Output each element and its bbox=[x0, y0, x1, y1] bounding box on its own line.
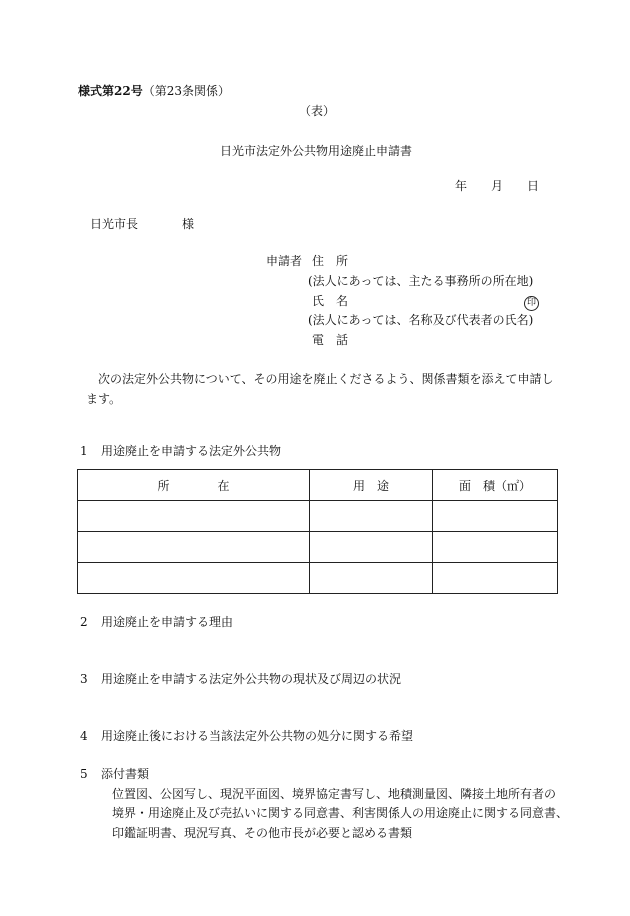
address-label: 住 所 bbox=[312, 254, 349, 268]
document-title: 日光市法定外公共物用途廃止申請書 bbox=[220, 144, 413, 158]
table-cell-area[interactable] bbox=[433, 501, 558, 532]
section-2-number: 2 bbox=[80, 615, 88, 629]
section-1-title: 用途廃止を申請する法定外公共物 bbox=[101, 444, 282, 458]
table-row bbox=[78, 563, 558, 594]
addressee: 日光市長 bbox=[90, 217, 139, 231]
table-cell-use[interactable] bbox=[310, 501, 433, 532]
body-text: 次の法定外公共物について、その用途を廃止くださるよう、関係書類を添えて申請します。 bbox=[86, 372, 554, 406]
section-3-title: 用途廃止を申請する法定外公共物の現状及び周辺の状況 bbox=[101, 672, 402, 686]
form-number: 様式第22号 bbox=[78, 84, 143, 98]
attachments-line-3: 印鑑証明書、現況写真、その他市長が必要と認める書類 bbox=[112, 826, 413, 840]
name-note: (法人にあっては、名称及び代表者の氏名) bbox=[308, 313, 534, 327]
table-cell-location[interactable] bbox=[78, 563, 310, 594]
seal-mark bbox=[524, 293, 539, 311]
table-row bbox=[78, 501, 558, 532]
table-cell-use[interactable] bbox=[310, 532, 433, 563]
date-line: 年 月 日 bbox=[455, 179, 540, 193]
phone-label: 電 話 bbox=[312, 333, 349, 347]
table-cell-location[interactable] bbox=[78, 501, 310, 532]
facility-table bbox=[77, 469, 558, 594]
table-cell-area[interactable] bbox=[433, 532, 558, 563]
section-3-number: 3 bbox=[80, 672, 88, 686]
section-5-number: 5 bbox=[80, 767, 88, 781]
column-header-area: 面 積（㎡） bbox=[433, 470, 558, 501]
table-cell-use[interactable] bbox=[310, 563, 433, 594]
section-1-number: 1 bbox=[80, 444, 88, 458]
section-4-title: 用途廃止後における当該法定外公共物の処分に関する希望 bbox=[101, 729, 414, 743]
side-label: （表） bbox=[299, 104, 336, 118]
table-cell-area[interactable] bbox=[433, 563, 558, 594]
table-header-row bbox=[78, 470, 558, 501]
attachments-line-1: 位置図、公図写し、現況平面図、境界協定書写し、地積測量図、隣接土地所有者の bbox=[112, 787, 557, 801]
form-number-line bbox=[78, 83, 230, 99]
table-cell-location[interactable] bbox=[78, 532, 310, 563]
honorific: 様 bbox=[182, 217, 195, 231]
table-row bbox=[78, 532, 558, 563]
column-header-location: 所 在 bbox=[78, 470, 310, 501]
seal-icon: 印 bbox=[524, 296, 539, 311]
section-4-number: 4 bbox=[80, 729, 88, 743]
section-5-title: 添付書類 bbox=[101, 767, 150, 781]
address-note: (法人にあっては、主たる事務所の所在地) bbox=[308, 274, 534, 288]
attachments-line-2: 境界・用途廃止及び売払いに関する同意書、利害関係人の用途廃止に関する同意書、 bbox=[112, 806, 569, 820]
related-article: （第23条関係） bbox=[142, 84, 230, 98]
name-label: 氏 名 bbox=[312, 294, 349, 308]
column-header-use: 用 途 bbox=[310, 470, 433, 501]
section-2-title: 用途廃止を申請する理由 bbox=[101, 615, 234, 629]
applicant-label: 申請者 bbox=[266, 254, 303, 268]
